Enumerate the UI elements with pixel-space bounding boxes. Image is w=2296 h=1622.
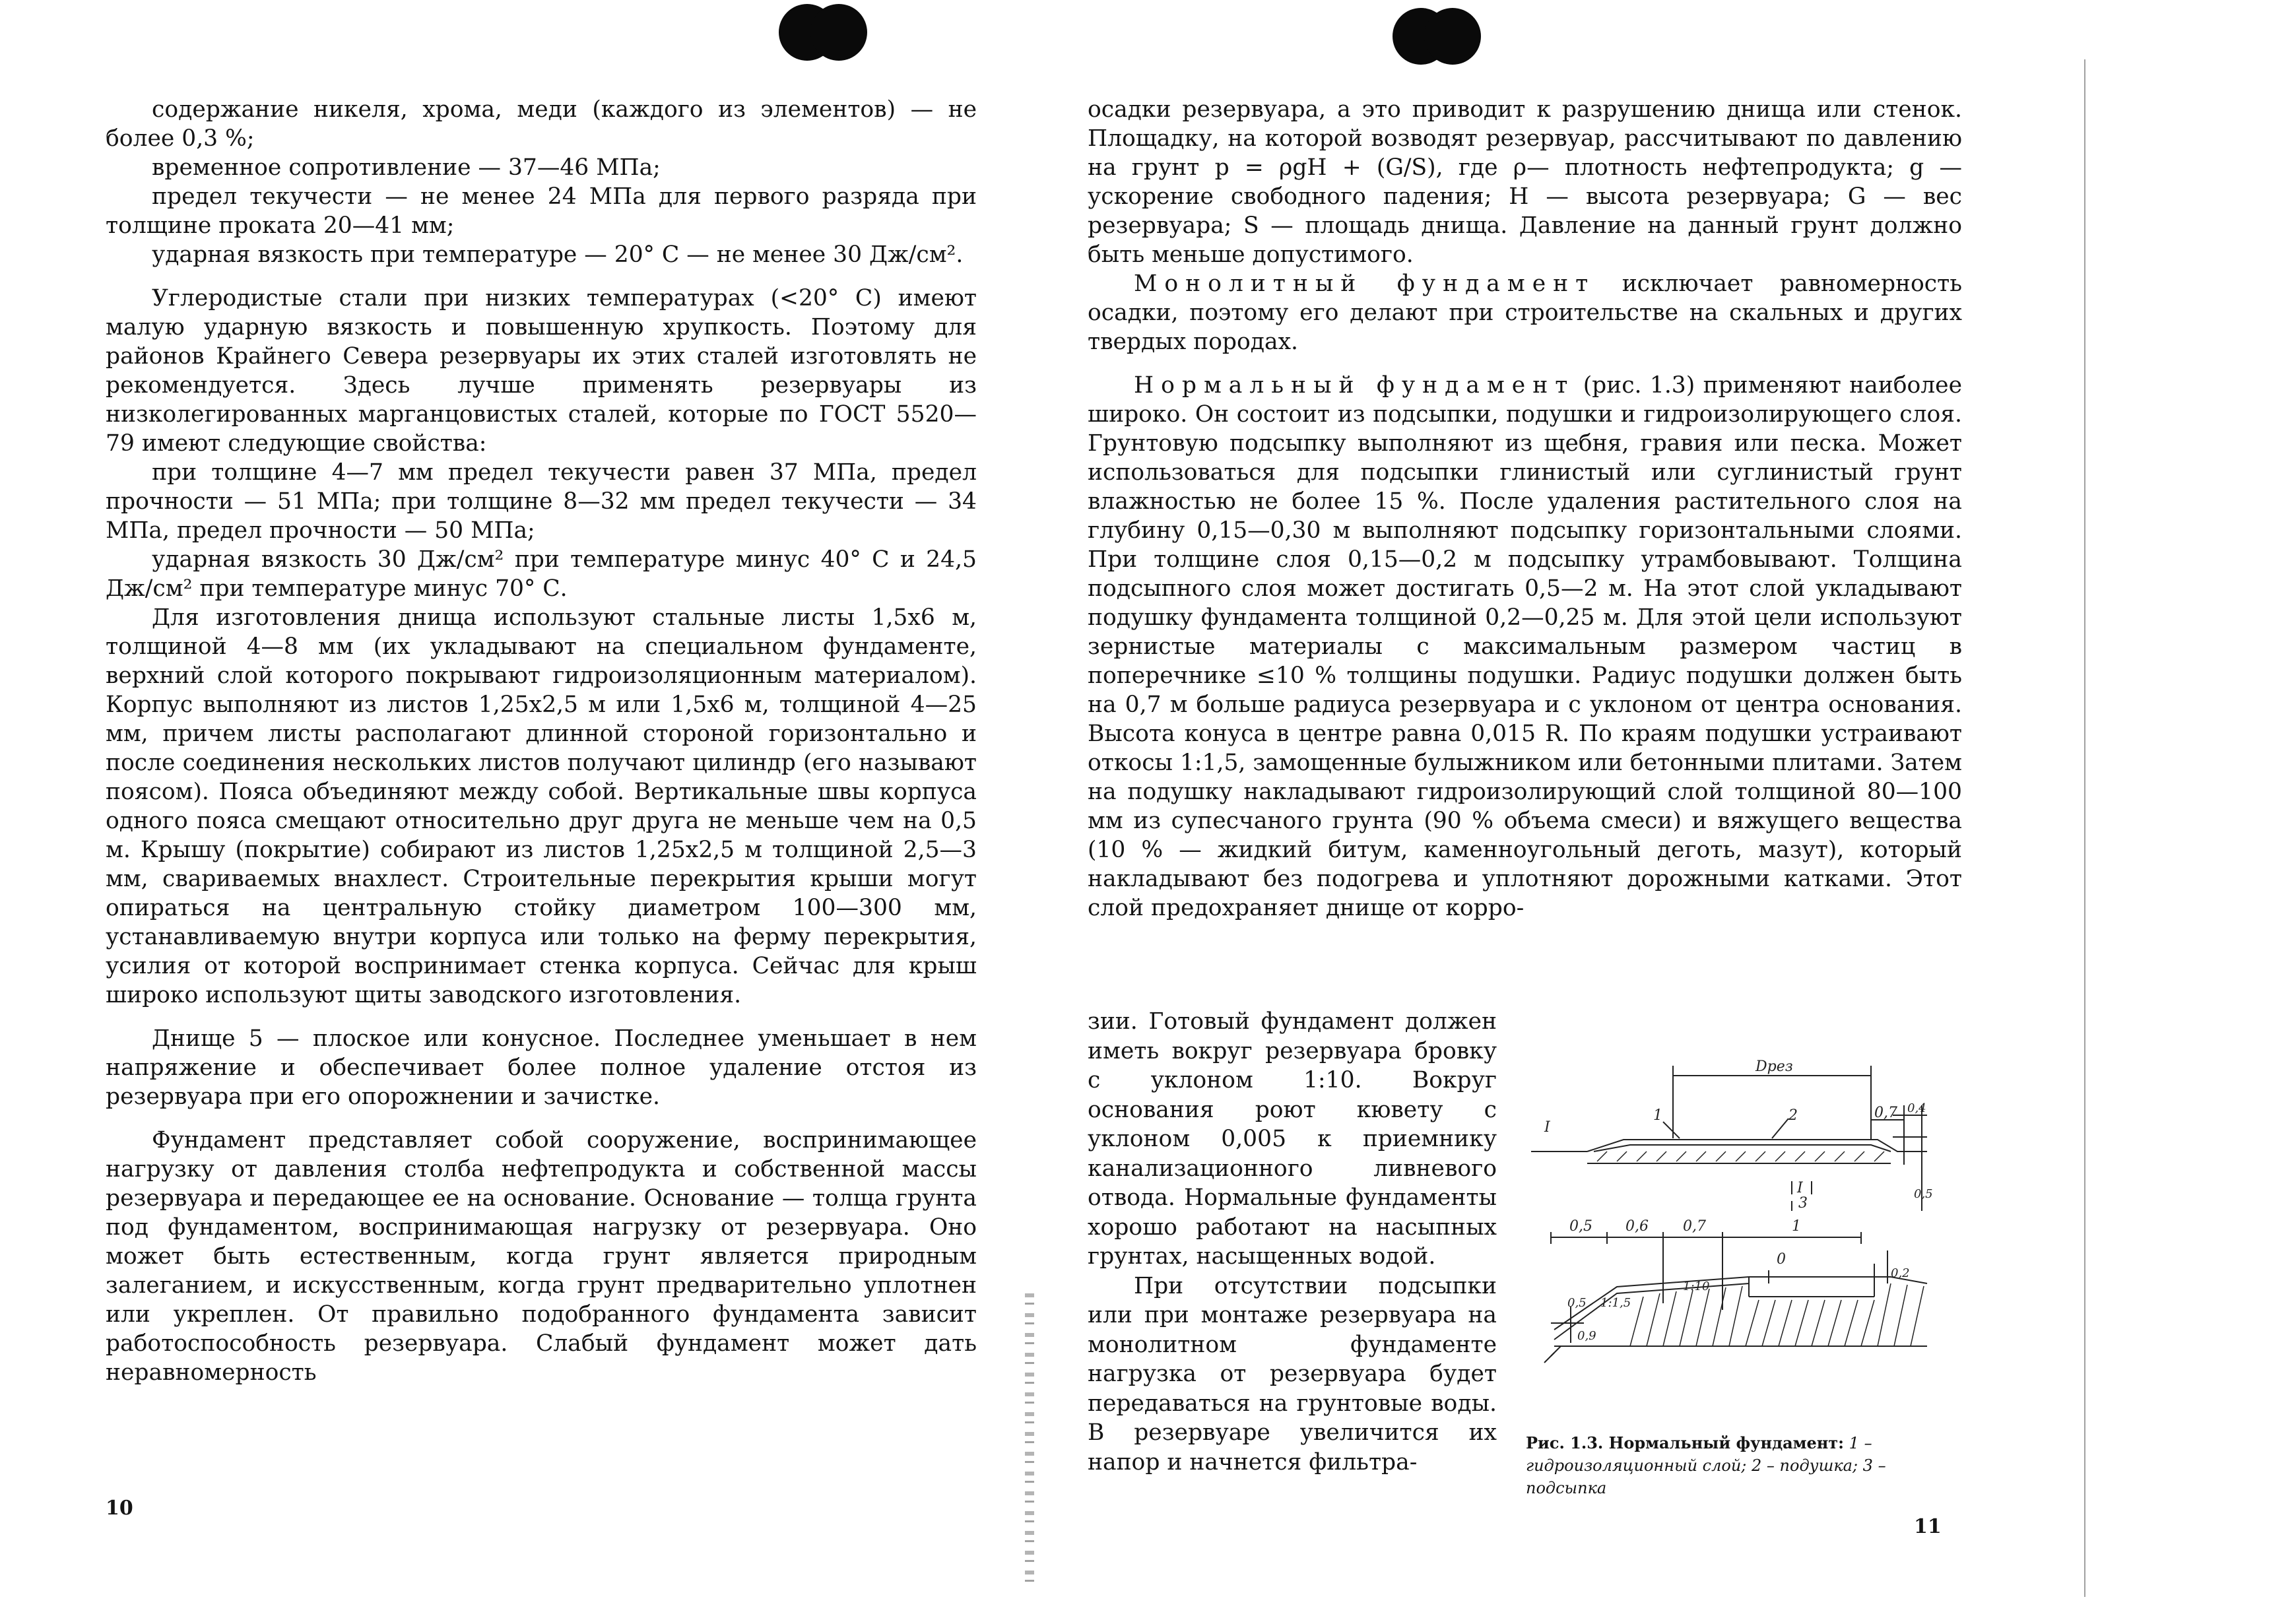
fig-label: 1:1,5: [1600, 1296, 1631, 1310]
paragraph: временное сопротивление — 37—46 МПа;: [152, 154, 661, 181]
caption-items: 1 – гидроизоляционный слой; 2 – подушка; 3 – подсыпка: [1526, 1434, 1886, 1497]
paragraph: содержание никеля, хрома, меди (каждого из элементов) — не более 0,3 %;: [106, 96, 977, 152]
fig-label: 1: [1653, 1107, 1662, 1124]
paragraph-text: (рис. 1.3) применяют наиболее широко. Он состоит из подсыпки, подушки и гидроизолирующего слоя. Грунтовую подсыпку выполняют из щебня, гравия или песка. Может использоваться для подсыпки глинистый или суглинистый грунт влажностью не более 15 %. После удаления растительного слоя на глубину 0,15—0,30 м выполняют подсыпку горизонтальными слоями. При толщине слоя 0,15—0,2 м подсыпку утрамбовывают. Толщина подсыпного слоя может достигать 0,5—2 м. На этот слой укладывают подушку фундамента толщиной 0,2—0,25 м. Для этой цели используют зернистые материалы с максимальным размером частиц в поперечнике ≤10 % толщины подушки. Радиус подушки должен быть на 0,7 м больше радиуса резервуара и с уклоном от центра основания. Высота конуса в центре равна 0,015 R. По краям подушки устраивают откосы 1:1,5, замощенные булыжником или бетонными плитами. Затем на подушку накладывают гидроизолирующий слой толщиной 80—100 мм из супесчаного грунта (90 % объема смеси) и вяжущего вещества (10 % — жидкий битум, каменноугольный деготь, мазут), который накладывают без подогрева и уплотняют дорожными катками. Этот слой предохраняет днище от корро-: [1088, 372, 1963, 921]
paragraph: Днище 5 — плоское или конусное. Последнее уменьшает в нем напряжение и обеспечивает более полное удаление отстоя из резервуара при его опорожнении и зачистке.: [106, 1025, 977, 1110]
fig-label: 0,7: [1683, 1218, 1706, 1235]
fig-label: 2: [1788, 1107, 1798, 1124]
fig-label: I: [1544, 1119, 1550, 1136]
paragraph: при толщине 4—7 мм предел текучести равен 37 МПа, предел прочности — 51 МПа; при толщине 8—32 мм предел текучести — 34 МПа, предел прочности — 50 МПа;: [106, 459, 977, 544]
paragraph-text: исключает равномерность осадки, поэтому его делают при строительстве на скальных и других твердых породах.: [1088, 271, 1962, 355]
page-number-right: 11: [1914, 1515, 1942, 1538]
paragraph: Углеродистые стали при низких температурах (<20° С) имеют малую ударную вязкость и повышенную хрупкость. Поэтому для районов Крайнего Севера резервуары их этих сталей изготовлять не рекомендуется. Здесь лучше применять резервуары из низколегированных марганцовистых сталей, которые по ГОСТ 5520—79 имеют следующие свойства:: [106, 285, 977, 457]
fig-label: 1: [1792, 1218, 1801, 1235]
fig-label: Dрез: [1755, 1058, 1793, 1075]
right-page: [1030, 0, 2296, 1622]
paragraph: осадки резервуара, а это приводит к разрушению днища или стенок. Площадку, на которой возводят резервуар, рассчитывают по давлению на грунт p = ρgH + (G/S), где ρ— плотность нефтепродукта; g — ускорение свободного падения; H — высота резервуара; G — вес резервуара; S — площадь днища. Давление на данный грунт должно быть меньше допустимого.: [1088, 96, 1962, 268]
fig-label: 0,5: [1914, 1187, 1933, 1201]
caption-title: Рис. 1.3. Нормальный фундамент:: [1526, 1433, 1845, 1452]
page-edge: [2084, 59, 2085, 1597]
foundation-diagram: [1531, 1046, 1933, 1382]
paragraph-normal: [1088, 371, 1962, 923]
fig-label: 0,9: [1577, 1329, 1596, 1343]
punch-hole-right-2: [1424, 8, 1481, 65]
fig-label: 3: [1798, 1195, 1808, 1212]
paragraph: Для изготовления днища используют стальные листы 1,5х6 м, толщиной 4—8 мм (их укладывают на специальном фундаменте, верхний слой которого покрывают гидроизоляционным материалом). Корпус выполняют из листов 1,25х2,5 м или 1,5х6 м, толщиной 4—25 мм, причем листы располагают длинной стороной горизонтально и после соединения нескольких листов получают цилиндр (его называют поясом). Пояса объединяют между собой. Вертикальные швы корпуса одного пояса смещают относительно друг друга не меньше чем на 0,5 м. Крышу (покрытие) собирают из листов 1,25х2,5 м толщиной 2,5—3 мм, свариваемых внахлест. Строительные перекрытия крыши могут опираться на центральную стойку диаметром 100—300 мм, устанавливаемую внутри корпуса или только на ферму перекрытия, усилия от которой воспринимает стенка корпуса. Сейчас для крыш широко используют щиты заводского изготовления.: [106, 604, 977, 1008]
fig-label: 0,5: [1567, 1296, 1587, 1310]
fig-label: 0,2: [1891, 1266, 1910, 1280]
punch-hole-left-2: [810, 4, 867, 61]
wrapped-text-column: [1088, 1007, 1497, 1477]
paragraph: ударная вязкость 30 Дж/см² при температуре минус 40° С и 24,5 Дж/см² при температуре минус 70° С.: [106, 546, 977, 602]
paragraph: Фундамент представляет собой сооружение, воспринимающее нагрузку от давления столба нефтепродукта и собственной массы резервуара и передающее ее на основание. Основание — толща грунта под фундаментом, воспринимающая нагрузку от резервуара. Оно может быть естественным, когда грунт является природным залеганием, и искусственным, когда грунт предварительно уплотнен или укреплен. От правильно подобранного фундамента зависит работоспособность резервуара. Слабый фундамент может дать неравномерность: [106, 1127, 977, 1386]
fig-label: 0,4: [1907, 1101, 1926, 1115]
term-monolithic: Монолитный фундамент: [1134, 271, 1596, 297]
figure-caption: [1526, 1432, 1961, 1499]
paragraph: предел текучести — не менее 24 МПа для первого разряда при толщине проката 20—41 мм;: [106, 183, 977, 239]
fig-label: 1:10: [1683, 1280, 1710, 1293]
paragraph: ударная вязкость при температуре — 20° С — не менее 30 Дж/см².: [152, 242, 964, 268]
term-normal: Нормальный фундамент: [1134, 372, 1575, 399]
fig-label: 0,6: [1625, 1218, 1649, 1235]
fig-label: I: [1797, 1180, 1803, 1196]
page-number-left: 10: [106, 1497, 133, 1520]
fig-label: 0,5: [1569, 1218, 1592, 1235]
left-text-column: [106, 95, 977, 1387]
fig-label: 0,7: [1874, 1105, 1897, 1121]
fig-label: 0: [1777, 1251, 1786, 1268]
right-text-column: [1088, 95, 1962, 923]
paragraph: зии. Готовый фундамент должен иметь вокруг резервуара бровку с уклоном 1:10. Вокруг основания роют кювету с уклоном 0,005 к приемнику канализационного ливневого отвода. Нормальные фундаменты хорошо работают на насыпных грунтах, насыщенных водой.: [1088, 1008, 1497, 1270]
left-page: [0, 0, 1030, 1622]
paragraph: При отсутствии подсыпки или при монтаже резервуара на монолитном фундаменте нагрузка от резервуара будет передаваться на грунтовые воды. В резервуаре увеличится их напор и начнется фильтра-: [1088, 1272, 1497, 1476]
paragraph-monolithic: [1088, 269, 1962, 356]
